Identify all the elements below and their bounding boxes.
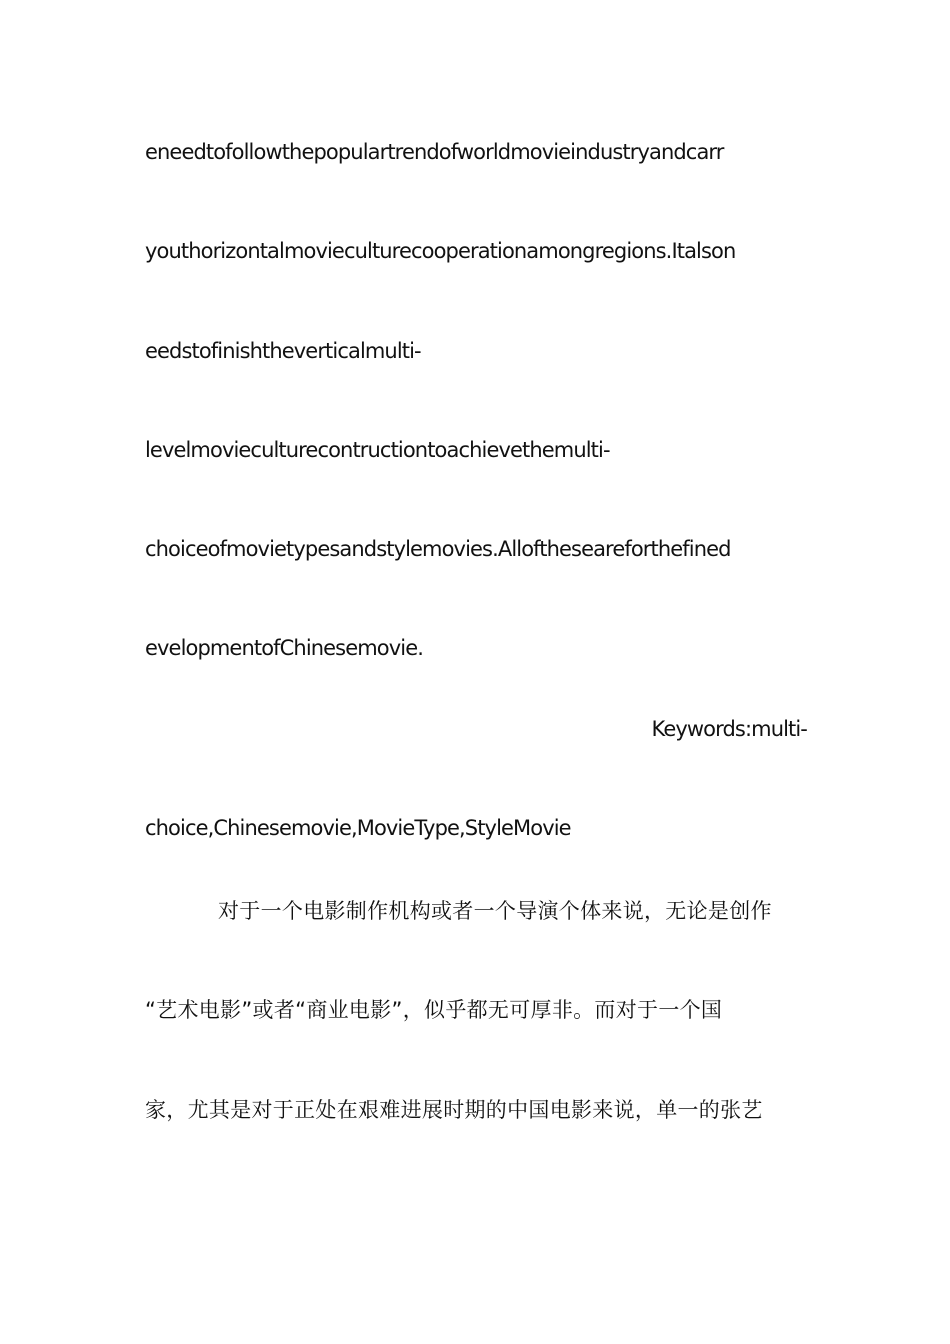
keywords-list: choice,Chinesemovie,MovieType,StyleMovie [145, 816, 571, 840]
abstract-line-5: choiceofmovietypesandstylemovies.Alloftheseareforthefined [145, 537, 731, 561]
abstract-line-4: levelmovieculturecontructiontoachievethemulti- [145, 438, 610, 462]
body-paragraph-line-3: 家，尤其是对于正处在艰难进展时期的中国电影来说，单一的张艺 [145, 1098, 763, 1122]
body-paragraph-line-1: 对于一个电影制作机构或者一个导演个体来说，无论是创作 [218, 899, 772, 923]
abstract-line-6: evelopmentofChinesemovie. [145, 636, 424, 660]
abstract-line-3: eedstofinishtheverticalmulti- [145, 339, 421, 363]
keywords-label: Keywords:multi- [651, 717, 807, 741]
body-paragraph-line-2: “艺术电影”或者“商业电影”，似乎都无可厚非。而对于一个国 [145, 998, 723, 1022]
abstract-line-2: youthorizontalmovieculturecooperationamongregions.Italson [145, 239, 736, 263]
abstract-line-1: eneedtofollowthepopulartrendofworldmovieindustryandcarr [145, 140, 724, 164]
